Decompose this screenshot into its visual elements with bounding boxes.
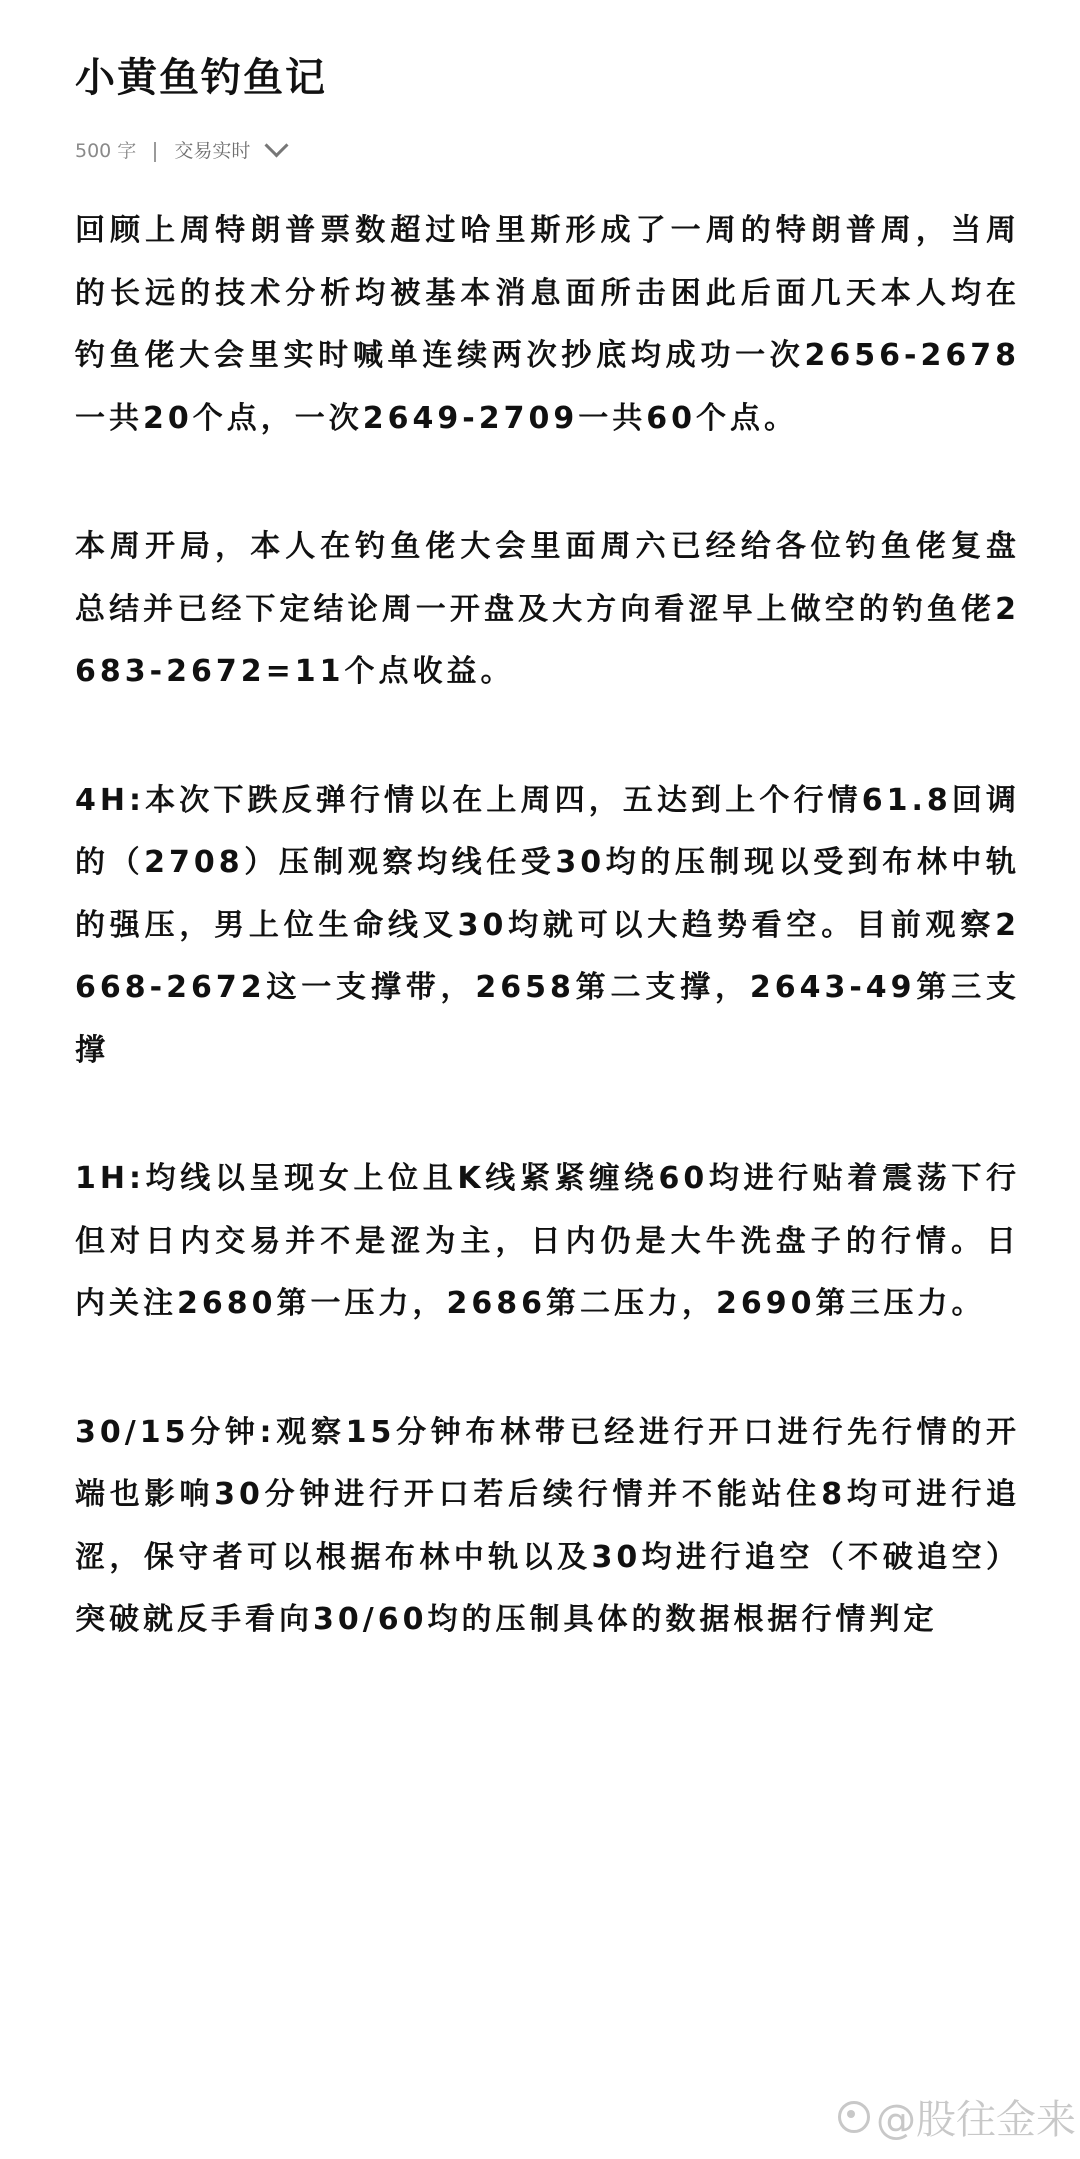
chevron-down-icon [265,133,289,157]
paragraph-1: 回顾上周特朗普票数超过哈里斯形成了一周的特朗普周，当周的长远的技术分析均被基本消息面所击困此后面几天本人均在钓鱼佬大会里实时喊单连续两次抄底均成功一次2656-2678一共20个点，一次2649-2709一共60个点。 [75,213,1020,436]
note-title: 小黄鱼钓鱼记 [75,55,327,101]
spiral-logo-icon [838,2101,870,2133]
paragraph-3: 4H:本次下跌反弹行情以在上周四，五达到上个行情61.8回调的（2708）压制观察均线任受30均的压制现以受到布林中轨的强压，男上位生命线叉30均就可以大趋势看空。目前观察2668-2672这一支撑带，2658第二支撑，2643-49第三支撑 [75,782,1020,1068]
watermark-text: @股往金来 [876,2097,1076,2143]
paragraph-2: 本周开局，本人在钓鱼佬大会里面周六已经给各位钓鱼佬复盘总结并已经下定结论周一开盘及大方向看涩早上做空的钓鱼佬2683-2672=11个点收益。 [75,529,1020,689]
paragraph-4: 1H:均线以呈现女上位且K线紧紧缠绕60均进行贴着震荡下行但对日内交易并不是涩为主，日内仍是大牛洗盘子的行情。日内关注2680第一压力，2686第二压力，2690第三压力。 [75,1161,1020,1321]
meta-divider [154,142,156,162]
watermark [838,2088,1076,2145]
word-count: 500 字 [75,139,137,162]
category-selector[interactable] [174,136,285,163]
paragraph-5: 30/15分钟:观察15分钟布林带已经进行开口进行先行情的开端也影响30分钟进行开口若后续行情并不能站住8均可进行追涩，保守者可以根据布林中轨以及30均进行追空（不破追空）突破就反手看向30/60均的压制具体的数据根据行情判定 [75,1414,1020,1637]
note-body [75,200,1020,1718]
note-meta [75,132,285,166]
category-label: 交易实时 [174,139,251,162]
